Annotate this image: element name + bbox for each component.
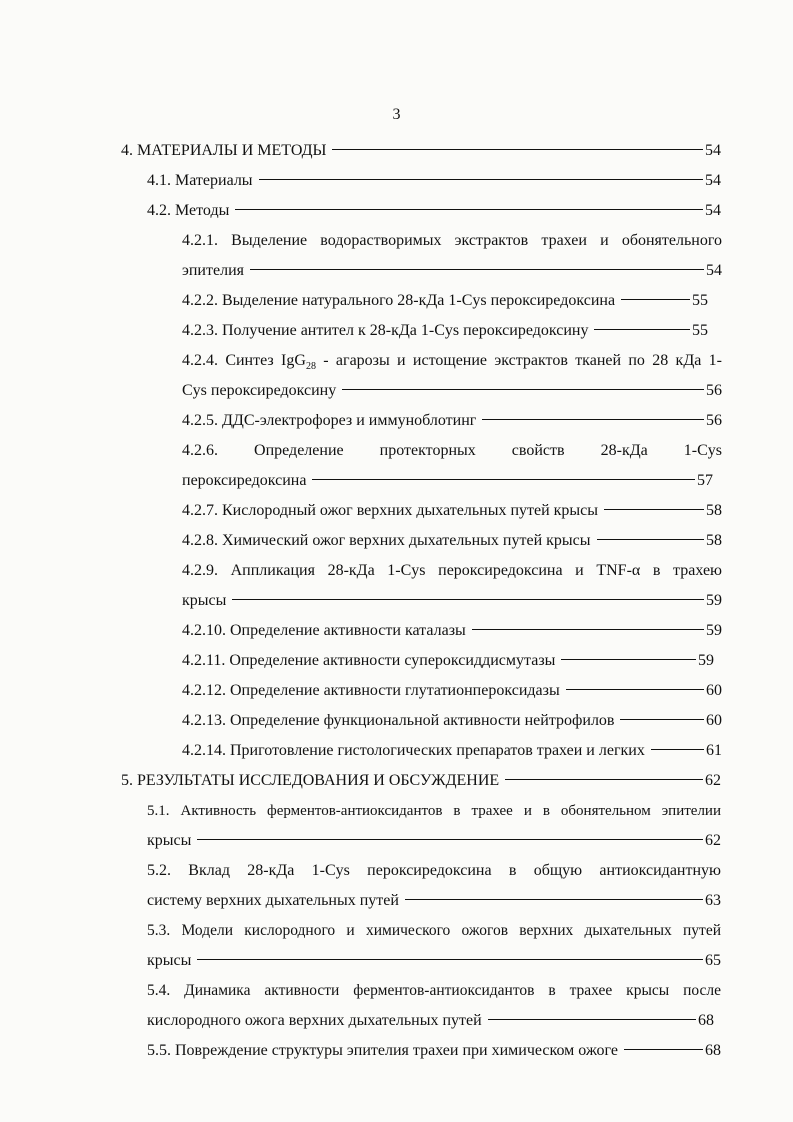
toc-entry-title: 4.2. Методы xyxy=(147,202,230,219)
toc-entry-title: 4.2.3. Получение антител к 28-кДа 1-Cys пероксиредоксину xyxy=(182,322,589,339)
leader-line xyxy=(312,479,695,480)
toc-entry-title: 4.2.10. Определение активности каталазы xyxy=(182,622,466,639)
toc-entry-5[interactable] xyxy=(121,766,721,796)
toc-entry-4-2-1[interactable] xyxy=(182,226,722,286)
toc-entry-page: 54 xyxy=(705,142,721,159)
toc-entry-title-line2: крысы xyxy=(182,592,227,609)
toc-entry-4-2-11[interactable] xyxy=(182,646,714,676)
toc-entry-page: 63 xyxy=(705,892,721,909)
toc-entry-title-line2: пероксиредоксина xyxy=(182,472,307,489)
leader-line xyxy=(472,629,704,630)
toc-entry-page: 68 xyxy=(698,1012,714,1029)
toc-entry-page: 54 xyxy=(706,262,722,279)
toc-entry-5-2[interactable] xyxy=(147,856,721,916)
toc-entry-4-1[interactable] xyxy=(147,166,721,196)
toc-entry-page: 59 xyxy=(698,652,714,669)
toc-entry-4[interactable] xyxy=(121,136,721,166)
toc-entry-title: 4.2.14. Приготовление гистологических препаратов трахеи и легких xyxy=(182,742,645,759)
leader-line xyxy=(235,209,703,210)
toc-entry-4-2-12[interactable] xyxy=(182,676,722,706)
leader-line xyxy=(405,899,703,900)
toc-entry-page: 54 xyxy=(705,202,721,219)
toc-entry-title-line2: систему верхних дыхательных путей xyxy=(147,892,399,909)
leader-line xyxy=(597,539,704,540)
leader-line xyxy=(621,299,690,300)
toc-entry-page: 56 xyxy=(706,382,722,399)
toc-entry-5-3[interactable] xyxy=(147,916,721,976)
toc-entry-page: 68 xyxy=(705,1042,721,1059)
toc-entry-title-line1: 5.1. Активность ферментов-антиоксидантов в трахее и в обонятельном эпителии xyxy=(147,803,721,819)
toc-entry-page: 62 xyxy=(705,772,721,789)
toc-entry-title-line2: крысы xyxy=(147,832,192,849)
toc-entry-title-line2: Cys пероксиредоксину xyxy=(182,382,337,399)
toc-entry-page: 56 xyxy=(706,412,722,429)
toc-entry-4-2-14[interactable] xyxy=(182,736,722,766)
toc-entry-page: 58 xyxy=(706,502,722,519)
leader-line xyxy=(482,419,704,420)
toc-entry-title-line1: 4.2.4. Синтез IgG$_{28}$ - агарозы и истощение экстрактов тканей по 28 кДа 1- xyxy=(182,352,722,373)
leader-line xyxy=(604,509,704,510)
toc-entry-4-2-13[interactable] xyxy=(182,706,722,736)
toc-entry-title: 4.2.13. Определение функциональной активности нейтрофилов xyxy=(182,712,615,729)
toc-entry-title-line2: эпителия xyxy=(182,262,244,279)
toc-entry-page: 60 xyxy=(706,682,722,699)
toc-entry-title: 5.5. Повреждение структуры эпителия трахеи при химическом ожоге xyxy=(147,1042,618,1059)
toc-entry-title: 4.2.5. ДДС-электрофорез и иммуноблотинг xyxy=(182,412,477,429)
toc-entry-title: 4. МАТЕРИАЛЫ И МЕТОДЫ xyxy=(121,142,327,159)
leader-line xyxy=(342,389,704,390)
toc-entry-title: 4.2.11. Определение активности супероксиддисмутазы xyxy=(182,652,556,669)
leader-line xyxy=(488,1019,696,1020)
leader-line xyxy=(259,179,703,180)
toc-entry-5-1[interactable] xyxy=(147,796,721,856)
toc-entry-title-line1: 5.3. Модели кислородного и химического ожогов верхних дыхательных путей xyxy=(147,922,721,939)
toc-entry-4-2-7[interactable] xyxy=(182,496,722,526)
toc-entry-title-line1: 4.2.9. Аппликация 28-кДа 1-Cys пероксиредоксина и TNF-α в трахею xyxy=(182,562,722,579)
toc-entry-title-line2: кислородного ожога верхних дыхательных путей xyxy=(147,1012,482,1029)
toc-entry-title: 4.2.2. Выделение натурального 28-кДа 1-Cys пероксиредоксина xyxy=(182,292,616,309)
toc-entry-page: 61 xyxy=(706,742,722,759)
toc-entry-title-line1: 4.2.1. Выделение водорастворимых экстрактов трахеи и обонятельного xyxy=(182,232,722,249)
leader-line xyxy=(197,839,703,840)
leader-line xyxy=(332,149,703,150)
leader-line xyxy=(197,959,703,960)
leader-line xyxy=(651,749,704,750)
toc-entry-page: 59 xyxy=(706,622,722,639)
toc-entry-4-2-6[interactable] xyxy=(182,436,722,496)
leader-line xyxy=(250,269,704,270)
leader-line xyxy=(620,719,704,720)
leader-line xyxy=(624,1049,703,1050)
toc-entry-title: 4.2.8. Химический ожог верхних дыхательных путей крысы xyxy=(182,532,591,549)
toc-entry-title-line1: 5.2. Вклад 28-кДа 1-Cys пероксиредоксина в общую антиоксидантную xyxy=(147,862,721,879)
toc-entry-page: 62 xyxy=(705,832,721,849)
toc-entry-4-2-4[interactable] xyxy=(182,346,722,406)
toc-entry-page: 57 xyxy=(697,472,713,489)
toc-entry-page: 55 xyxy=(692,322,708,339)
leader-line xyxy=(594,329,690,330)
toc-entry-title: 4.1. Материалы xyxy=(147,172,253,189)
toc-entry-title-line2: крысы xyxy=(147,952,192,969)
toc-entry-4-2-9[interactable] xyxy=(182,556,722,616)
toc-entry-4-2-5[interactable] xyxy=(182,406,722,436)
toc-entry-title: 5. РЕЗУЛЬТАТЫ ИССЛЕДОВАНИЯ И ОБСУЖДЕНИЕ xyxy=(121,772,500,789)
toc-entry-title: 4.2.7. Кислородный ожог верхних дыхательных путей крысы xyxy=(182,502,599,519)
toc-entry-4-2-3[interactable] xyxy=(182,316,708,346)
leader-line xyxy=(566,689,704,690)
toc-entry-4-2-8[interactable] xyxy=(182,526,722,556)
toc-entry-title: 4.2.12. Определение активности глутатионпероксидазы xyxy=(182,682,560,699)
toc-entry-5-4[interactable] xyxy=(147,976,721,1036)
leader-line xyxy=(232,599,704,600)
toc-entry-page: 54 xyxy=(705,172,721,189)
toc-entry-title-line1: 5.4. Динамика активности ферментов-антиоксидантов в трахее крысы после xyxy=(147,982,721,999)
page-number: 3 xyxy=(392,106,401,123)
toc-entry-page: 59 xyxy=(706,592,722,609)
toc-entry-page: 55 xyxy=(692,292,708,309)
toc-entry-5-5[interactable] xyxy=(147,1036,721,1066)
toc-entry-page: 58 xyxy=(706,532,722,549)
toc-entry-page: 60 xyxy=(706,712,722,729)
leader-line xyxy=(505,779,703,780)
toc-entry-title-line1: 4.2.6. Определение протекторных свойств 28-кДа 1-Cys xyxy=(182,442,722,459)
toc-entry-page: 65 xyxy=(705,952,721,969)
toc-entry-4-2-2[interactable] xyxy=(182,286,708,316)
leader-line xyxy=(561,659,696,660)
toc-entry-4-2-10[interactable] xyxy=(182,616,722,646)
toc-entry-4-2[interactable] xyxy=(147,196,721,226)
